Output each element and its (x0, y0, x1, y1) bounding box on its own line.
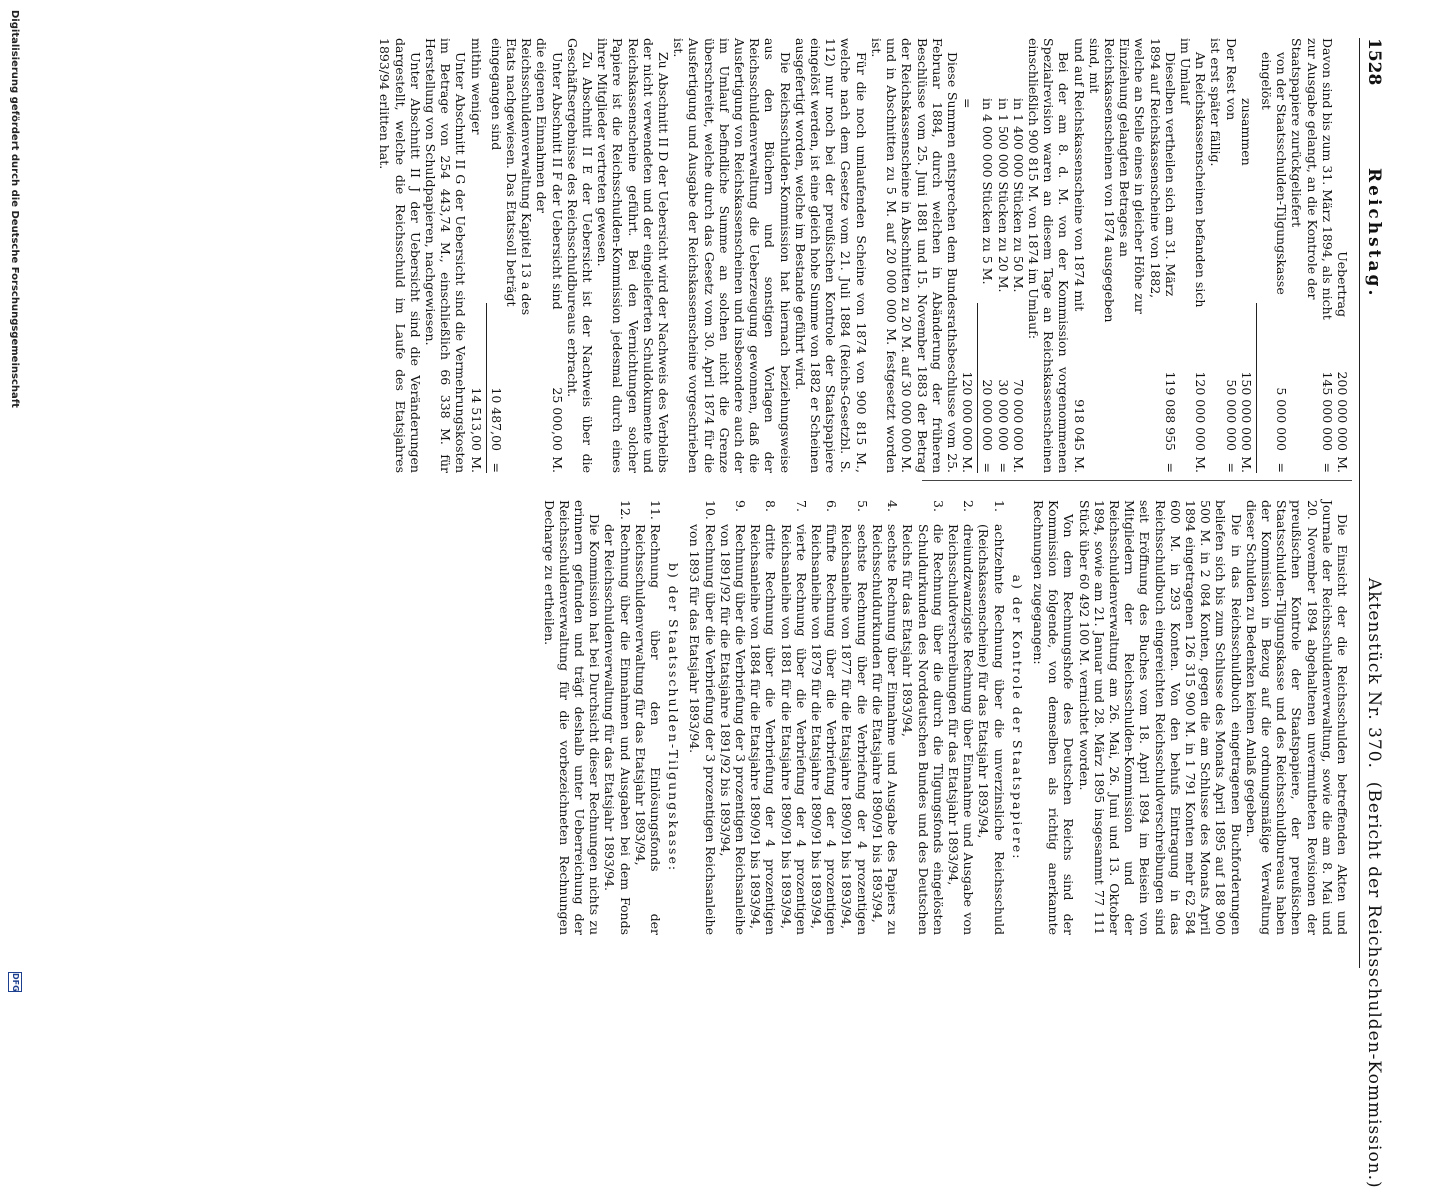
item-number: 2. (961, 500, 977, 512)
commission-title: (Bericht der Reichsschulden-Kommission.) (1364, 781, 1384, 1189)
list-item (687, 500, 717, 935)
notes-1882-row (1087, 38, 1178, 473)
returned-amount: 145 000 000 (1319, 371, 1335, 451)
item-text: Rechnung über die Verbriefung der 3 prozentigen Reichsanleihe von 1891/92 für die Etatsjahre 1891/92 bis 1893/94, (717, 524, 749, 935)
notes-1874-row (1071, 38, 1086, 473)
shares-total-ditto: = (960, 98, 976, 109)
paragraph: Von dem Rechnungshofe des Deutschen Reichs sind der Kommission folgende, von demselben als richtig anerkannte Rechnungen zugegangen: (1030, 500, 1077, 935)
share-row (980, 38, 995, 473)
received-label: eingegangen sind (488, 38, 504, 151)
paragraph: Zu Abschnitt II D der Uebersicht wird der Nachweis des Verbleibs der nicht verwendeten und der eingelieferten Schuldokumente und Reichskassenscheine geführt. Bei den Vernichtungen solcher Papiere ist die Reichsschulden-Kommission jedesmal durch eines ihrer Mitglieder vertreten gewesen. (595, 38, 672, 474)
unit-mark: M. (960, 456, 976, 473)
paragraph: Die Reichsschulden-Kommission hat hiernach beziehungsweise aus den Büchern und sonstigen Vorlagen der Reichsschuldenverwaltung die Ueberzeugung gewonnen, daß die Ausfertigung von Reichskassenscheinen und insbesondere auch der im Umlauf befindliche Summe an solchen nicht die Grenze überschreitet, welche durch das Gesetz vom 30. April 1874 für die Ausfertigung und Ausgabe der Reichskassenscheine vorgeschrieben ist. (671, 38, 793, 473)
item-text: die Rechnung über die durch die Tilgungsfonds eingelösten Schuldurkunden des Norddeutschen Bundes und des Deutschen Reichs für das Etatsjahr 1893/94, (900, 524, 946, 935)
accounts-list-b (602, 500, 663, 935)
paragraph: Zu Abschnitt II E der Uebersicht ist der Nachweis über die Geschäftsergebnisse des Reichsschuldbureaus erbracht. (564, 38, 596, 473)
notes-1874-text: und auf Reichskassenscheine von 1874 mit (1071, 38, 1087, 312)
ditto-mark: = (1319, 462, 1335, 473)
sum-rule (486, 303, 487, 473)
share-row (1011, 38, 1026, 473)
ditto-mark: = (1223, 462, 1239, 473)
unit-mark: M. (549, 456, 565, 473)
document-number: Aktenstück Nr. 370. (1364, 578, 1384, 769)
ditto-mark: = (488, 462, 504, 473)
list-item (870, 500, 900, 935)
page-header (1359, 38, 1384, 1189)
left-column (377, 38, 1350, 473)
item-text: Rechnung über die Verbriefung der 3 prozentigen Reichsanleihe von 1893 für das Etatsjahr 1893/94. (687, 524, 718, 935)
notes-1882-text: Dieselben vertheilen sich am 31. März 1894 auf Reichskassenscheine von 1882, welche an Stelle eines in gleicher Höhe zur Einziehung gelangten Betrages an Reichskassenscheinen von 1874 ausgegeben sind, mit (1086, 38, 1178, 323)
remainder-label: Der Rest von (1223, 38, 1239, 121)
paragraph: Unter Abschnitt II G der Uebersicht sind die Vermehrungskosten im Betrage von 254 443,74 M., einschließlich 66 338 M. für Herstellung von Schuldpapieren, nachgewiesen. (423, 38, 469, 473)
shares-total-amount: 120 000 000 (960, 371, 976, 451)
item-number: 6. (824, 500, 840, 512)
paragraph: Die Einsicht der die Reichsschulden betreffenden Akten und Journale der Reichsschuldenverwaltung, sowie die am 8. Mai und 20. November 1894 abgehaltenen unvermutheten Revisionen der preußischen Kontrole der Staatspapiere, der preußischen Staatsschulden-Tilgungskasse und des Reichsschuldbureaus haben der Kommission in Bezug auf die ordnungsmäßige Verwaltung dieser Schulden zu Bedenken keinen Anlaß gegeben. (1243, 500, 1350, 935)
item-number: 5. (854, 500, 870, 512)
section-heading: b) der Staatsschulden-Tilgungskasse: (666, 562, 682, 873)
item-text: Rechnung über den Einlösungsfonds der Reichsschuldenverwaltung für das Etatsjahr 1893/94, (632, 524, 664, 935)
item-text: vierte Rechnung über die Verbriefung der 4 prozentigen Reichsanleihe von 1881 für die Etatsjahre 1890/91 bis 1893/94, (778, 524, 809, 935)
accounts-list-a (687, 500, 1006, 935)
shortfall-amount: 14 513,00 (468, 387, 484, 451)
item-number: 3. (930, 500, 946, 512)
list-item (718, 500, 748, 935)
etat-text: Unter Abschnitt II F der Uebersicht sind die eigenen Einnahmen der Reichsschuldenverwaltung Kapitel 13 a des Etats nachgewiesen. Das Etatssoll beträgt (504, 38, 565, 316)
redeemed-amount: 5 000 000 (1274, 387, 1290, 451)
total-row (1239, 38, 1254, 473)
item-text: dreiundzwanzigste Rechnung über Einnahme und Ausgabe von Reichsschuldverschreibungen für das Etatsjahr 1893/94, (945, 524, 977, 935)
item-text: achtzehnte Rechnung über die unverzinsliche Reichsschuld (Reichskassenscheine) für das Etatsjahr 1893/94, (976, 524, 1007, 935)
item-text: sechste Rechnung über die Verbriefung der 4 prozentigen Reichsanleihe von 1877 für die Etatsjahre 1890/91 bis 1893/94, (839, 524, 870, 935)
paragraph: Diese Summen entsprechen dem Bundesrathsbeschlusse vom 25. Februar 1884, durch welchen in Abänderung der früheren Beschlüsse vom 25. Juni 1881 und 15. November 1883 der Betrag der Reichskassenscheine in Abschnitten zu 20 M. auf 30 000 000 M. und in Abschnitten zu 5 M. auf 20 000 000 M. festgesetzt worden ist. (868, 38, 960, 473)
list-item (839, 500, 869, 935)
list-item (778, 500, 808, 935)
notes-text: An Reichskassenscheinen befanden sich im Umlauf (1177, 38, 1209, 308)
list-item (976, 500, 1006, 935)
item-text: sechste Rechnung über Einnahme und Ausgabe des Papiers zu Reichsschuldurkunden für die Etatsjahre 1890/91 bis 1893/94, (869, 524, 901, 935)
notes-1882-amount: 119 088 955 (1162, 371, 1178, 451)
share-amount: 20 000 000 (980, 379, 996, 451)
notes-1874-amount: 918 045 (1071, 399, 1087, 451)
share-row (995, 38, 1010, 473)
share-label: in 1 500 000 Stücken zu 20 M. (995, 98, 1011, 293)
paragraph: Unter Abschnitt II J der Uebersicht sind die Veränderungen dargestellt, welche die Reichsschuld im Laufe des Etatsjahres 1893/94 erlitten hat. (377, 38, 423, 473)
header-document (1364, 578, 1384, 1189)
sum-rule (1256, 303, 1257, 473)
page-number: 1528 (1364, 38, 1384, 86)
ditto-mark: = (980, 462, 996, 473)
digitization-note: Digitalisierung gefördert durch die Deutsche Forschungsgemeinschaft (9, 10, 20, 408)
unit-mark: M. (1335, 456, 1350, 473)
item-number: 12. (617, 500, 633, 520)
item-number: 7. (793, 500, 809, 512)
list-item (809, 500, 839, 935)
unit-mark: M. (1071, 456, 1087, 473)
ditto-mark: = (1274, 462, 1290, 473)
total-label: zusammen (1238, 98, 1254, 166)
shares-table (960, 38, 1026, 473)
notes-amount: 120 000 000 (1193, 371, 1209, 451)
paragraph: Die Kommission hat bei Durchsicht dieser Rechnungen nichts zu erinnern gefunden und trägt deshalb unter Ueberreichung der Reichsschuldenverwaltung für die vorbezeichneten Rechnungen Decharge zu ertheilen. (541, 500, 603, 935)
column-divider (922, 480, 1352, 481)
ditto-mark: = (1162, 462, 1178, 473)
right-column (541, 500, 1350, 935)
item-number: 10. (702, 500, 718, 520)
carry-label: Uebertrag (1335, 251, 1350, 317)
share-amount: 70 000 000 (1010, 379, 1026, 451)
notes-row (1178, 38, 1208, 473)
item-number: 9. (733, 500, 749, 512)
redeemed-text: von der Staatsschulden-Tilgungskasse eingelöst (1258, 52, 1290, 295)
paragraph: Bei der am 8. d. M. von der Kommission vorgenommenen Spezialrevision waren an diesem Tage an Reichskassenscheinen einschließlich 900 815 M. von 1874 im Umlauf: (1025, 38, 1072, 473)
total-amount: 150 000 000 (1238, 371, 1254, 451)
paragraph: Die in das Reichsschuldbuch eingetragenen Buchforderungen beliefen sich bis zum Schlusse des Monats April 1895 auf 188 900 500 M. in 2 084 Konten, gegen die am Schlusse des Monats April 1894 eingetragenen 126 315 900 M. in 1 791 Konten mehr 62 584 600 M. in 293 Konten. Von den behufs Eintragung in das Reichsschuldbuch eingereichten Reichsschuldverschreibungen sind seit Eröffnung des Buches vom 18. April 1894 im Beisein von Mitgliedern der Reichsschulden-Kommission und der Reichsschuldenverwaltung am 26. Mai, 26. Juni und 13. Oktober 1894, sowie am 21. Januar und 28. März 1895 insgesammt 77 111 Stück über 60 492 100 M. vernichtet worden. (1076, 500, 1244, 935)
unit-mark: M. (1193, 456, 1209, 473)
redeemed-row (1259, 38, 1289, 473)
returned-text: Davon sind bis zum 31. März 1894, als nicht zur Ausgabe gelangt, an die Kontrole der Staatspapiere zurückgeliefert (1289, 38, 1335, 320)
carry-row (1335, 38, 1350, 473)
sum-rule (977, 303, 978, 473)
share-label: in 1 400 000 Stücken zu 50 M. (1010, 98, 1026, 293)
item-number: 8. (763, 500, 779, 512)
shortfall-row (468, 38, 483, 473)
item-number: 1. (991, 500, 1007, 512)
dfg-logo: DFG (8, 972, 22, 992)
remainder-amount: 50 000 000 (1223, 379, 1239, 451)
header-title: Reichstag. (1364, 168, 1384, 299)
received-amount: 10 487,00 (488, 387, 504, 451)
etat-amount: 25 000,00 (549, 387, 565, 451)
section-heading: a) der Kontrole der Staatspapiere: (1009, 574, 1025, 861)
etat-row (504, 38, 565, 473)
share-amount: 30 000 000 (995, 379, 1011, 451)
list-item (602, 500, 632, 935)
unit-mark: M. (1238, 456, 1254, 473)
item-text: dritte Rechnung über die Verbriefung der 4 prozentigen Reichsanleihe von 1884 für die Etatsjahre 1890/91 bis 1893/94, (748, 524, 779, 935)
list-item (633, 500, 663, 935)
shortfall-label: mithin weniger (468, 38, 484, 135)
list-item (900, 500, 946, 935)
list-item (946, 500, 976, 935)
unit-mark: M. (1010, 456, 1026, 473)
ditto-mark: = (995, 462, 1011, 473)
list-item (748, 500, 778, 935)
returned-row (1289, 38, 1335, 473)
paragraph: ist erst später fällig. (1208, 38, 1224, 167)
paragraph: Für die noch umlaufenden Scheine von 1874 von 900 815 M., welche nach dem Gesetze vom 21. Juli 1884 (Reichs-Gesetzbl. S. 112) nur noch bei der preußischen Kontrole der Staatspapiere eingelöst werden, ist eine gleich hohe Summe von 1882 er Scheinen ausgefertigt worden, welche im Bestande geführt wird. (792, 38, 869, 473)
received-row (489, 38, 504, 473)
unit-mark: M. (468, 456, 484, 473)
shares-total-row (960, 38, 975, 473)
carry-amount: 200 000 000 (1335, 371, 1350, 451)
item-number: 4. (885, 500, 901, 512)
share-label: in 4 000 000 Stücken zu 5 M. (980, 98, 996, 285)
item-number: 11. (648, 500, 664, 520)
remainder-row (1223, 38, 1238, 473)
item-text: fünfte Rechnung über die Verbriefung der 4 prozentigen Reichsanleihe von 1879 für die Etatsjahre 1890/91 bis 1893/94, (809, 524, 840, 935)
item-text: Rechnung über die Einnahmen und Ausgaben bei dem Fonds der Reichsschuldenverwaltung für das Etatsjahr 1893/94. (602, 524, 633, 935)
